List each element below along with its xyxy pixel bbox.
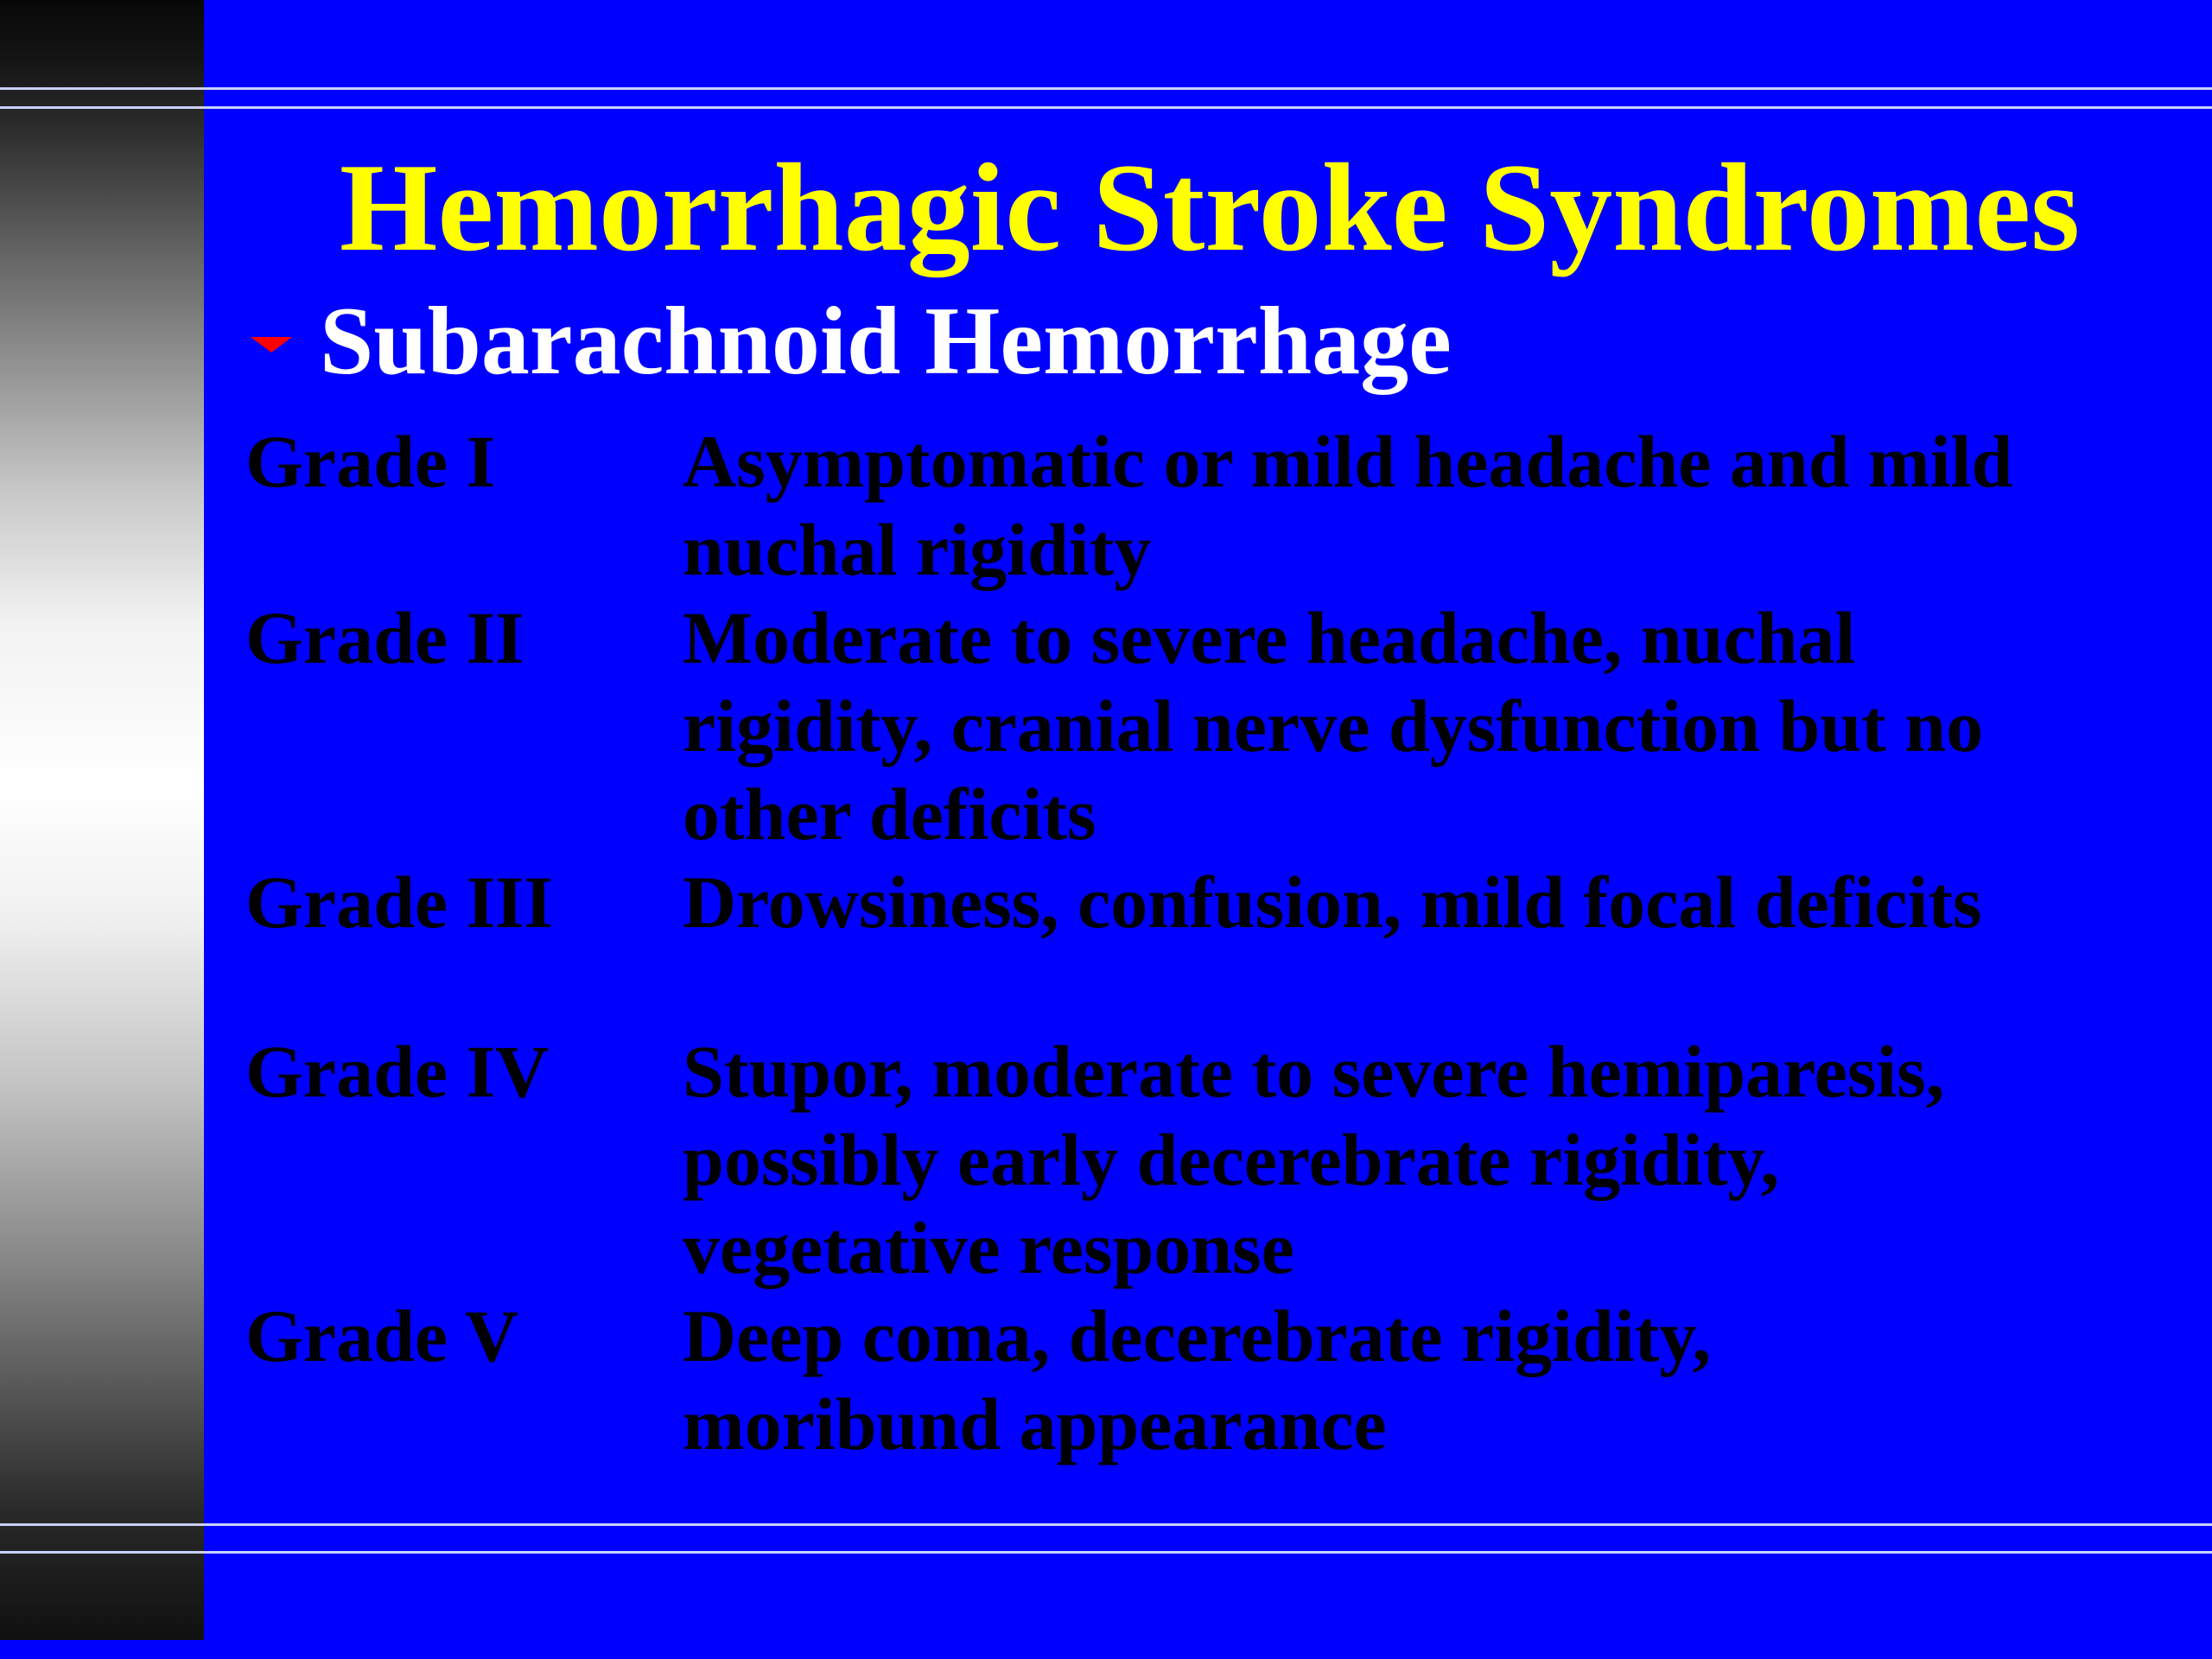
triangle-bullet-icon [251,337,292,353]
grade-row-1 [245,417,2172,594]
grade-label: Grade I [245,420,496,503]
grade-description [683,858,2177,946]
grade-label: Grade II [245,596,524,679]
grade-description-line: Deep coma, decerebrate rigidity, [683,1294,1712,1377]
bottom-rule-line-secondary [0,1551,2212,1554]
subtitle-row [251,285,1452,397]
grade-description-line: other deficits [683,772,1096,855]
slide-title: Hemorrhagic Stroke Syndromes [339,137,2081,277]
top-rule-line-secondary [0,106,2212,109]
grade-description-line: Moderate to severe headache, nuchal [683,596,1856,679]
top-rule-line [0,87,2212,90]
grade-row-4 [245,1027,2172,1292]
grade-description-line: Stupor, moderate to severe hemiparesis, [683,1030,1945,1113]
grade-description-line: rigidity, cranial nerve dysfunction but no [683,684,1984,767]
grade-description [683,1292,2177,1468]
grade-row-2 [245,594,2172,858]
grade-row-5 [245,1292,2172,1468]
grade-description-line: possibly early decerebrate rigidity, [683,1118,1780,1201]
grade-description-line: Asymptomatic or mild headache and mild [683,420,2013,503]
grade-description-line: moribund appearance [683,1382,1387,1465]
grade-description [683,594,2177,858]
slide-subtitle: Subarachnoid Hemorrhage [320,288,1452,395]
grade-row-3 [245,858,2172,946]
grade-label: Grade V [245,1294,519,1377]
grade-description [683,1027,2177,1292]
grade-description-line: nuchal rigidity [683,508,1152,591]
grade-label: Grade III [245,861,553,944]
row-spacer [245,946,2172,1027]
grade-table [245,417,2172,1468]
bottom-rule-line [0,1523,2212,1526]
side-gradient-bar [0,0,204,1640]
grade-description-line: Drowsiness, confusion, mild focal deficits [683,861,1982,944]
grade-label: Grade IV [245,1030,550,1113]
grade-description-line: vegetative response [683,1206,1294,1289]
grade-description [683,417,2177,594]
